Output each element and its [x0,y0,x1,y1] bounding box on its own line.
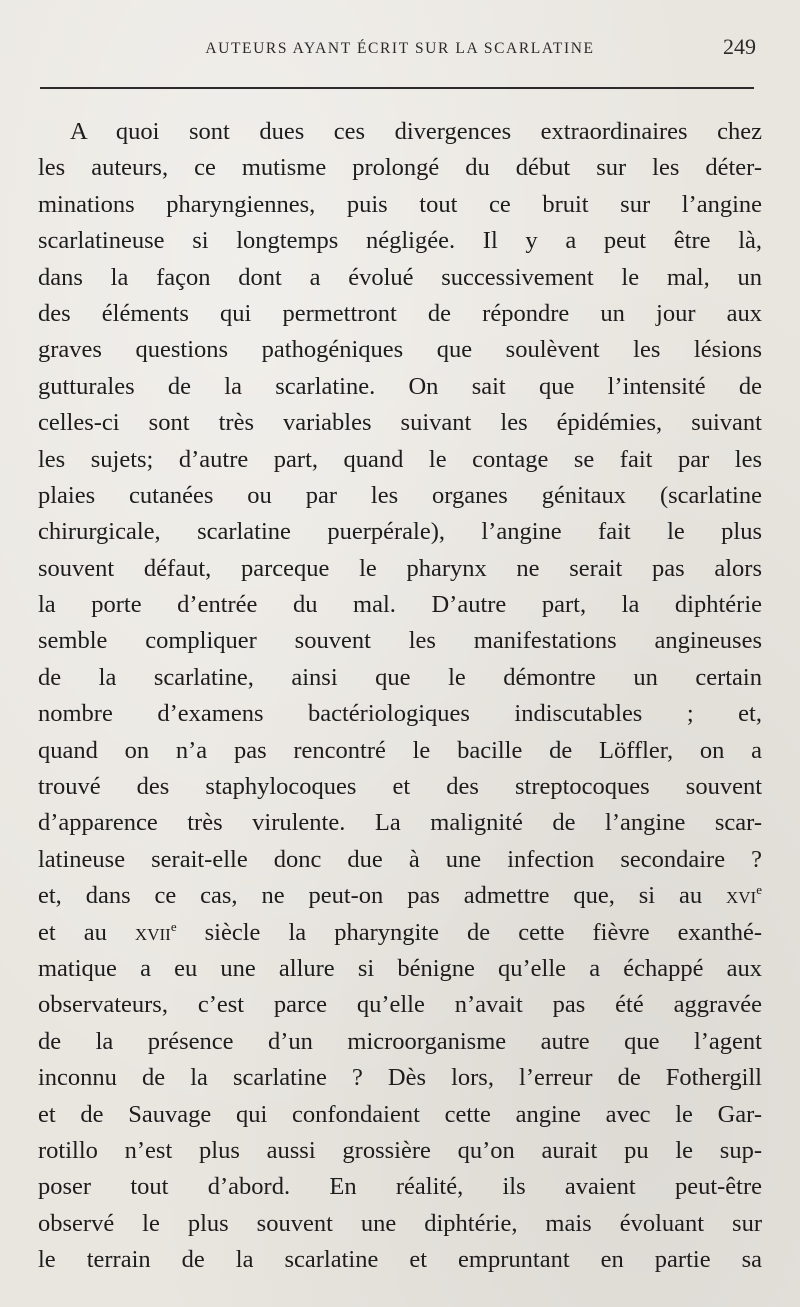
text-segment: siècle la pharyngite de cette fièvre exanthé- [176,918,762,946]
text-line: plaies cutanées ou par les organes génitaux (scarlatine [38,481,762,509]
text-line: observé le plus souvent une diphtérie, mais évoluant sur [38,1209,762,1237]
text-line: de la scarlatine, ainsi que le démontre un certain [38,663,762,691]
text-line: des éléments qui permettront de répondre un jour aux [38,299,762,327]
text-line: et de Sauvage qui confondaient cette angine avec le Gar- [38,1100,762,1128]
text-line: observateurs, c’est parce qu’elle n’avait pas été aggravée [38,991,762,1019]
ordinal-suffix: e [756,882,762,898]
text-line: nombre d’examens bactériologiques indiscutables ; et, [38,700,762,728]
text-line: le terrain de la scarlatine et empruntant en partie sa [38,1246,762,1274]
text-line [38,878,762,914]
text-line: rotillo n’est plus aussi grossière qu’on aurait pu le sup- [38,1136,762,1164]
text-line: quand on n’a pas rencontré le bacille de Löffler, on a [38,736,762,764]
text-line: d’apparence très virulente. La malignité de l’angine scar- [38,809,762,837]
text-line: poser tout d’abord. En réalité, ils avaient peut-être [38,1173,762,1201]
text-line: chirurgicale, scarlatine puerpérale), l’angine fait le plus [38,518,762,546]
text-line: les auteurs, ce mutisme prolongé du début sur les déter- [38,154,762,182]
text-line: les sujets; d’autre part, quand le contage se fait par les [38,445,762,473]
text-line: A quoi sont dues ces divergences extraordinaires chez [70,118,762,145]
text-line: scarlatineuse si longtemps négligée. Il y a peut être là, [38,227,762,255]
text-line: gutturales de la scarlatine. On sait que l’intensité de [38,372,762,400]
text-segment: et, dans ce cas, ne peut-on pas admettre que, si au [38,882,726,910]
century-numeral: xvi [726,882,757,910]
text-line: trouvé des staphylocoques et des streptocoques souvent [38,773,762,801]
text-line: latineuse serait-elle donc due à une infection secondaire ? [38,845,762,873]
page-number: 249 [723,34,756,59]
body-text [38,114,762,1279]
text-line: celles-ci sont très variables suivant les épidémies, suivant [38,409,762,437]
text-line: matique a eu une allure si bénigne qu’elle a échappé aux [38,954,762,982]
text-line: graves questions pathogéniques que soulèvent les lésions [38,336,762,364]
text-line: semble compliquer souvent les manifestations angineuses [38,627,762,655]
century-numeral: xvii [134,918,171,946]
text-line: souvent défaut, parceque le pharynx ne serait pas alors [38,554,762,582]
running-title: AUTEURS AYANT ÉCRIT SUR LA SCARLATINE [205,40,595,57]
text-line: la porte d’entrée du mal. D’autre part, la diphtérie [38,591,762,619]
text-line: dans la façon dont a évolué successivement le mal, un [38,263,762,291]
text-line: minations pharyngiennes, puis tout ce bruit sur l’angine [38,190,762,218]
text-line: inconnu de la scarlatine ? Dès lors, l’erreur de Fothergill [38,1064,762,1092]
text-line [38,915,762,951]
header-rule [40,87,754,89]
page-header [40,34,760,64]
ordinal-suffix: e [170,918,177,934]
text-segment: et au [38,918,135,946]
text-line: de la présence d’un microorganisme autre que l’agent [38,1027,762,1055]
